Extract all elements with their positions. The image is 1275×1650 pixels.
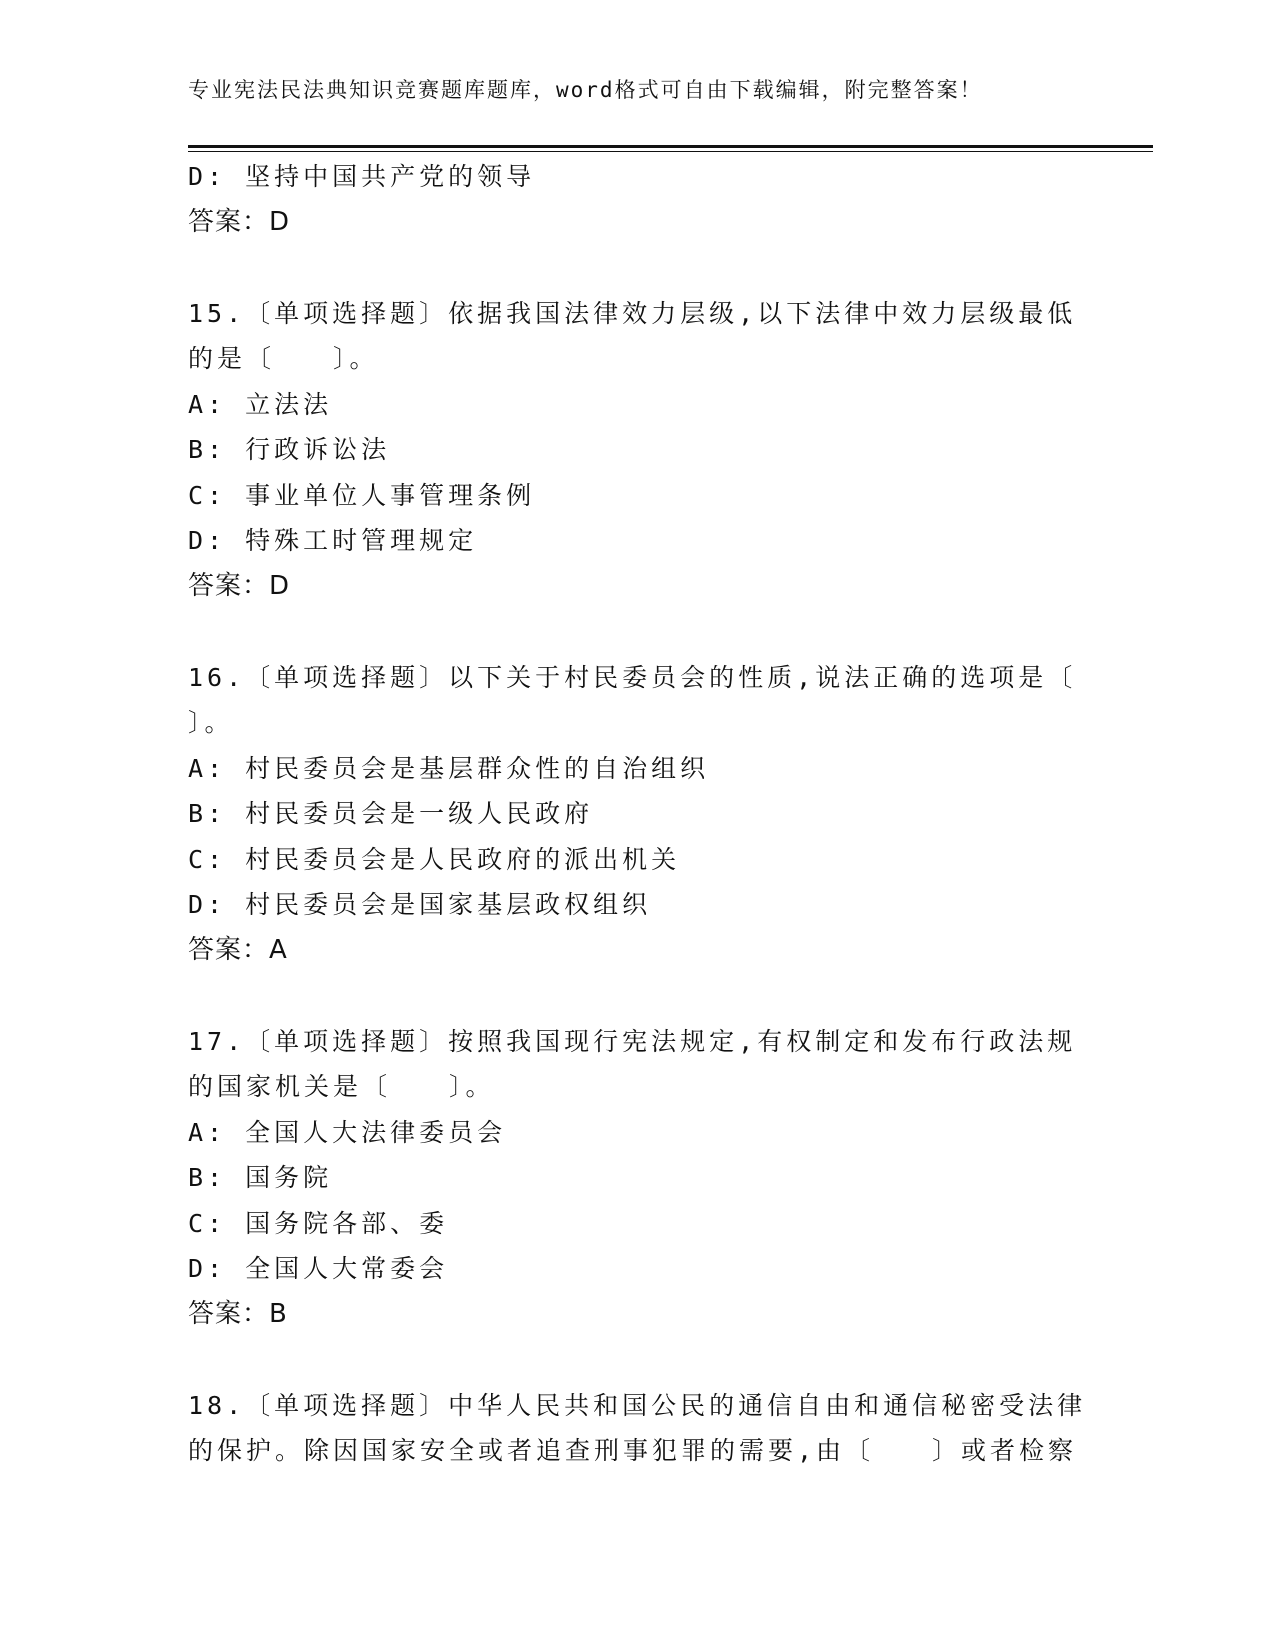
question-stem-line: 16.〔单项选择题〕以下关于村民委员会的性质,说法正确的选项是〔 (188, 662, 1077, 692)
option-c: C: 村民委员会是人民政府的派出机关 (188, 844, 681, 874)
answer-line: 答案：B (188, 1298, 288, 1329)
option-b: B: 行政诉讼法 (188, 435, 391, 464)
header-rule-thick (188, 145, 1153, 148)
answer-line: 答案：A (188, 934, 288, 965)
question-stem-line: 17.〔单项选择题〕按照我国现行宪法规定,有权制定和发布行政法规 (188, 1026, 1077, 1056)
question-17 (188, 1019, 1077, 1338)
option-c: C: 事业单位人事管理条例 (188, 480, 536, 510)
option-b: B: 村民委员会是一级人民政府 (188, 799, 594, 828)
option-d: D: 村民委员会是国家基层政权组织 (188, 890, 652, 919)
option-d: D: 全国人大常委会 (188, 1254, 449, 1283)
answer-line: 答案：D (188, 570, 291, 601)
answer-line: 答案：D (188, 206, 291, 237)
option-a: A: 立法法 (188, 389, 333, 419)
question-stem-line: 的保护。除因国家安全或者追查刑事犯罪的需要,由〔 〕或者检察 (188, 1436, 1078, 1465)
option-c: C: 国务院各部、委 (188, 1208, 449, 1238)
question-stem-line: 15.〔单项选择题〕依据我国法律效力层级,以下法律中效力层级最低 (188, 298, 1077, 328)
spacer (188, 973, 1068, 1019)
option-d: D: 坚持中国共产党的领导 (188, 162, 536, 191)
spacer (188, 1337, 1068, 1383)
option-d: D: 特殊工时管理规定 (188, 526, 478, 555)
option-a: A: 村民委员会是基层群众性的自治组织 (188, 753, 710, 783)
question-15 (188, 291, 1077, 610)
spacer (188, 609, 1068, 655)
option-b: B: 国务院 (188, 1163, 333, 1192)
question-18 (188, 1383, 1087, 1474)
question-16 (188, 655, 1077, 974)
question-stem-line: 的是〔 〕。 (188, 344, 379, 373)
question-stem-line: 〕。 (188, 708, 234, 737)
document-body (188, 154, 1087, 1474)
page-header: 专业宪法民法典知识竞赛题库题库，word格式可自由下载编辑，附完整答案！ (188, 78, 983, 102)
option-a: A: 全国人大法律委员会 (188, 1117, 507, 1147)
question-stem-line: 18.〔单项选择题〕中华人民共和国公民的通信自由和通信秘密受法律 (188, 1390, 1087, 1420)
question-stem-line: 的国家机关是〔 〕。 (188, 1072, 495, 1101)
header-rule-thin (188, 151, 1153, 152)
spacer (188, 245, 1068, 291)
